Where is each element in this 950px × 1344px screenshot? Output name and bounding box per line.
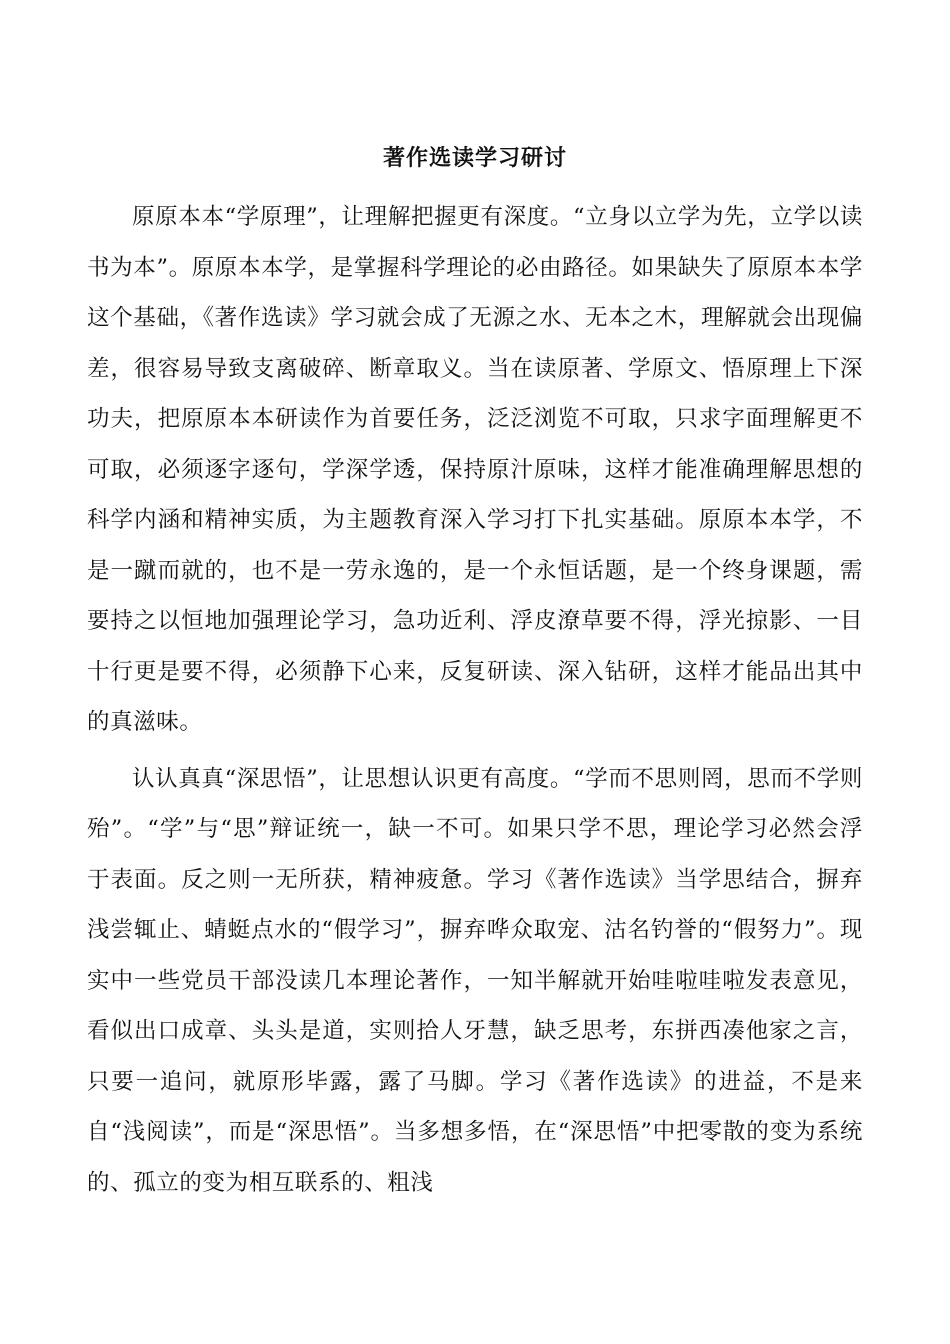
paragraph-2: 认认真真“深思悟”，让思想认识更有高度。“学而不思则罔，思而不学则殆”。“学”与“思”辩证统一，缺一不可。如果只学不思，理论学习必然会浮于表面。反之则一无所获，精神疲惫。学习《著作选读》当学思结合，摒弃浅尝辄止、蜻蜓点水的“假学习”，摒弃哗众取宠、沽名钓誉的“假努力”。现实中一些党员干部没读几本理论著作，一知半解就开始哇啦哇啦发表意见，看似出口成章、头头是道，实则拾人牙慧，缺乏思考，东拼西凑他家之言，只要一追问，就原形毕露，露了马脚。学习《著作选读》的进益，不是来自“浅阅读”，而是“深思悟”。当多想多悟，在“深思悟”中把零散的变为系统的、孤立的变为相互联系的、粗浅 bbox=[87, 765, 863, 1196]
document-title: 著作选读学习研讨 bbox=[382, 145, 567, 171]
document-body bbox=[87, 192, 863, 1208]
paragraph-1: 原原本本“学原理”，让理解把握更有深度。“立身以立学为先，立学以读书为本”。原原本本学，是掌握科学理论的必由路径。如果缺失了原原本本学这个基础，《著作选读》学习就会成了无源之水、无本之木，理解就会出现偏差，很容易导致支离破碎、断章取义。当在读原著、学原文、悟原理上下深功夫，把原原本本研读作为首要任务，泛泛浏览不可取，只求字面理解更不可取，必须逐字逐句，学深学透，保持原汁原味，这样才能准确理解思想的科学内涵和精神实质，为主题教育深入学习打下扎实基础。原原本本学，不是一蹴而就的，也不是一劳永逸的，是一个永恒话题，是一个终身课题，需要持之以恒地加强理论学习，急功近利、浮皮潦草要不得，浮光掠影、一目十行更是要不得，必须静下心来，反复研读、深入钻研，这样才能品出其中的真滋味。 bbox=[87, 204, 863, 735]
